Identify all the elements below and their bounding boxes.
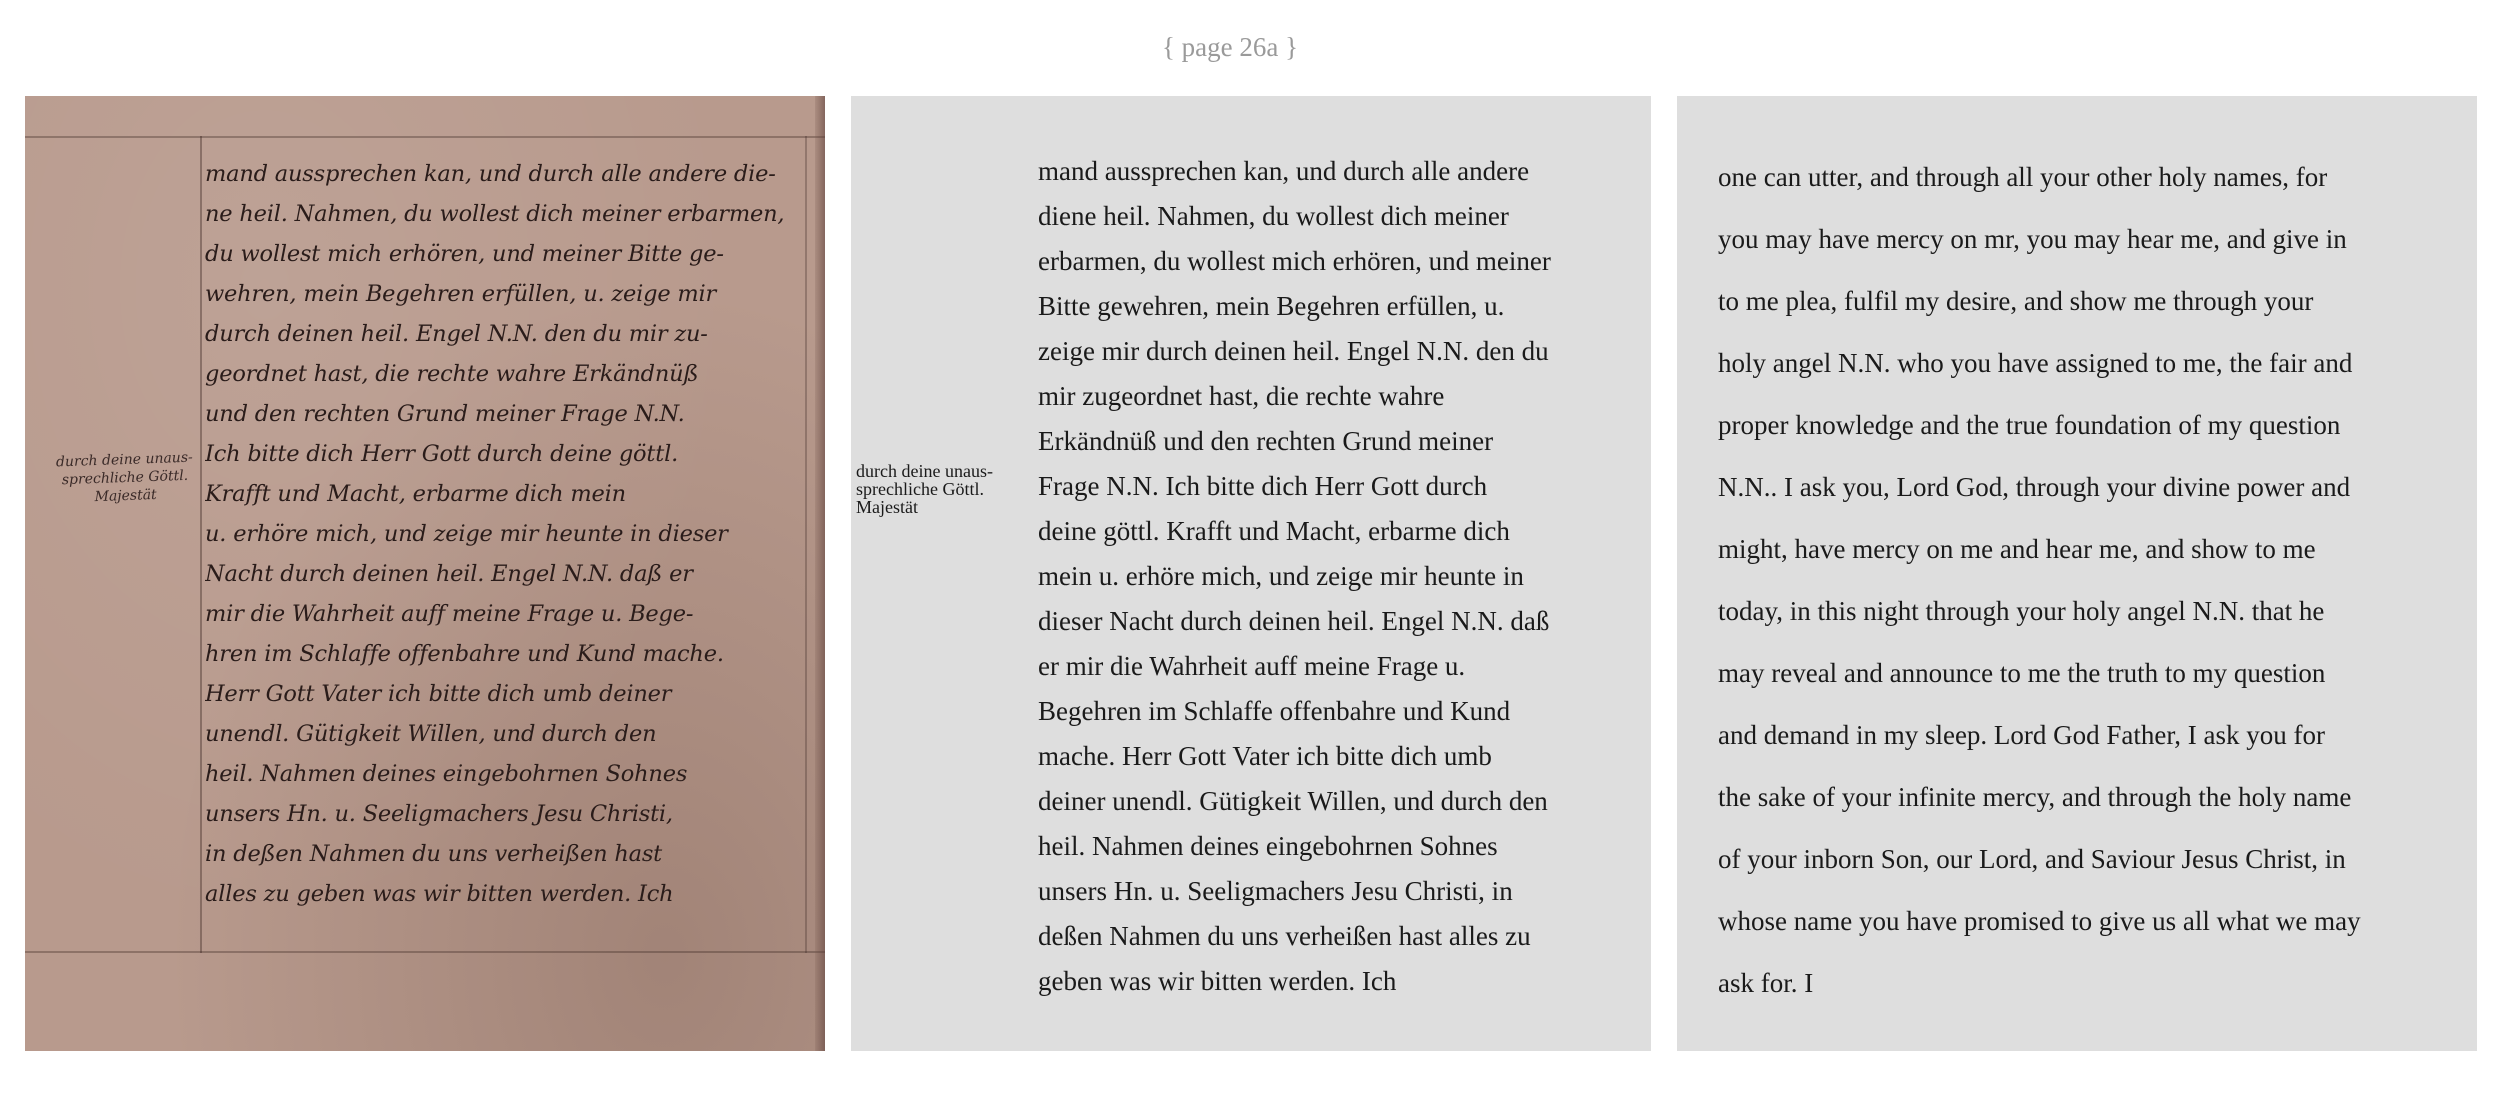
scan-page-edge <box>815 96 825 1051</box>
transcription-line: heil. Nahmen deines eingebohrnen Sohnes <box>1038 831 1498 861</box>
manuscript-line: in deßen Nahmen du uns verheißen hast <box>205 841 663 867</box>
transcription-line: deiner unendl. Gütigkeit Willen, und durch den <box>1038 786 1548 816</box>
manuscript-line: geordnet hast, die rechte wahre Erkändnüß <box>205 361 699 387</box>
manuscript-line: durch deinen heil. Engel N.N. den du mir zu- <box>205 321 708 347</box>
transcription-text <box>1038 149 1638 1004</box>
transcription-margin-note-line: sprechliche Göttl. <box>856 479 984 499</box>
transcription-margin-note-line: Majestät <box>856 497 918 517</box>
manuscript-line: hren im Schlaffe offenbahre und Kund mache. <box>205 641 724 667</box>
transcription-line: deine göttl. Krafft und Macht, erbarme dich <box>1038 516 1510 546</box>
manuscript-margin-note-line: Majestät <box>94 486 157 506</box>
manuscript-line: und den rechten Grund meiner Frage N.N. <box>205 401 685 427</box>
transcription-line: mein u. erhöre mich, und zeige mir heunte in <box>1038 561 1524 591</box>
transcription-margin-note <box>856 462 1026 516</box>
transcription-line: Begehren im Schlaffe offenbahre und Kund <box>1038 696 1511 726</box>
translation-line: ask for. I <box>1718 968 1814 998</box>
transcription-line: er mir die Wahrheit auff meine Frage u. <box>1038 651 1466 681</box>
transcription-line: deßen Nahmen du uns verheißen hast alles zu <box>1038 921 1531 951</box>
manuscript-line: Nacht durch deinen heil. Engel N.N. daß er <box>205 561 693 587</box>
translation-line: proper knowledge and the true foundation of my question <box>1718 410 2341 440</box>
transcription-panel <box>851 96 1651 1051</box>
transcription-line: erbarmen, du wollest mich erhören, und meiner <box>1038 246 1551 276</box>
translation-line: to me plea, fulfil my desire, and show me through your <box>1718 286 2314 316</box>
manuscript-line: u. erhöre mich, und zeige mir heunte in dieser <box>205 521 728 547</box>
manuscript-margin-note-line: durch deine unaus- <box>55 449 193 471</box>
translation-text <box>1718 146 2463 1014</box>
translation-line: might, have mercy on me and hear me, and show to me <box>1718 534 2316 564</box>
scan-rule-margin <box>200 136 202 953</box>
translation-line: holy angel N.N. who you have assigned to me, the fair and <box>1718 348 2353 378</box>
translation-line: one can utter, and through all your other holy names, for <box>1718 162 2328 192</box>
transcription-line: Erkändnüß und den rechten Grund meiner <box>1038 426 1494 456</box>
transcription-margin-note-line: durch deine unaus- <box>856 461 993 481</box>
transcription-line: mache. Herr Gott Vater ich bitte dich umb <box>1038 741 1492 771</box>
manuscript-line: mand aussprechen kan, und durch alle andere die- <box>205 161 776 187</box>
manuscript-line: Herr Gott Vater ich bitte dich umb deiner <box>205 681 672 707</box>
transcription-line: unsers Hn. u. Seeligmachers Jesu Christi, in <box>1038 876 1513 906</box>
transcription-line: Frage N.N. Ich bitte dich Herr Gott durch <box>1038 471 1488 501</box>
manuscript-line: unsers Hn. u. Seeligmachers Jesu Christi, <box>205 801 673 827</box>
transcription-line: mand aussprechen kan, und durch alle andere <box>1038 156 1530 186</box>
translation-line: N.N.. I ask you, Lord God, through your divine power and <box>1718 472 2351 502</box>
transcription-line: mir zugeordnet hast, die rechte wahre <box>1038 381 1445 411</box>
transcription-line: Bitte gewehren, mein Begehren erfüllen, u. <box>1038 291 1505 321</box>
manuscript-line: Krafft und Macht, erbarme dich mein <box>205 481 626 507</box>
manuscript-scan <box>25 96 825 1051</box>
manuscript-margin-note-line: sprechliche Göttl. <box>61 467 189 489</box>
manuscript-line: du wollest mich erhören, und meiner Bitte ge- <box>205 241 724 267</box>
manuscript-line: heil. Nahmen deines eingebohrnen Sohnes <box>205 761 688 787</box>
transcription-line: zeige mir durch deinen heil. Engel N.N. den du <box>1038 336 1549 366</box>
manuscript-line: Ich bitte dich Herr Gott durch deine göttl. <box>205 441 679 467</box>
manuscript-line: ne heil. Nahmen, du wollest dich meiner erbarmen, <box>205 201 785 227</box>
scan-rule-top <box>25 136 825 138</box>
transcription-line: dieser Nacht durch deinen heil. Engel N.N. daß <box>1038 606 1550 636</box>
transcription-line: geben was wir bitten werden. Ich <box>1038 966 1397 996</box>
translation-line: and demand in my sleep. Lord God Father, I ask you for <box>1718 720 2326 750</box>
translation-line: the sake of your infinite mercy, and through the holy name <box>1718 782 2352 812</box>
manuscript-handwriting <box>205 154 805 914</box>
manuscript-line: mir die Wahrheit auff meine Frage u. Bege- <box>205 601 694 627</box>
page-label: { page 26a } <box>1161 32 1299 62</box>
translation-line: of your inborn Son, our Lord, and Saviour Jesus Christ, in <box>1718 844 2346 874</box>
scan-rule-right <box>805 136 807 953</box>
transcription-line: diene heil. Nahmen, du wollest dich meiner <box>1038 201 1509 231</box>
manuscript-line: wehren, mein Begehren erfüllen, u. zeige mir <box>205 281 717 307</box>
translation-panel <box>1677 96 2477 1051</box>
translation-line: may reveal and announce to me the truth to my question <box>1718 658 2326 688</box>
manuscript-line: unendl. Gütigkeit Willen, und durch den <box>205 721 657 747</box>
manuscript-line: alles zu geben was wir bitten werden. Ich <box>205 881 674 907</box>
translation-line: you may have mercy on mr, you may hear me, and give in <box>1718 224 2347 254</box>
scan-rule-bottom <box>25 951 825 953</box>
translation-line: today, in this night through your holy angel N.N. that he <box>1718 596 2325 626</box>
translation-line: whose name you have promised to give us all what we may <box>1718 906 2361 936</box>
manuscript-margin-note <box>44 448 206 508</box>
